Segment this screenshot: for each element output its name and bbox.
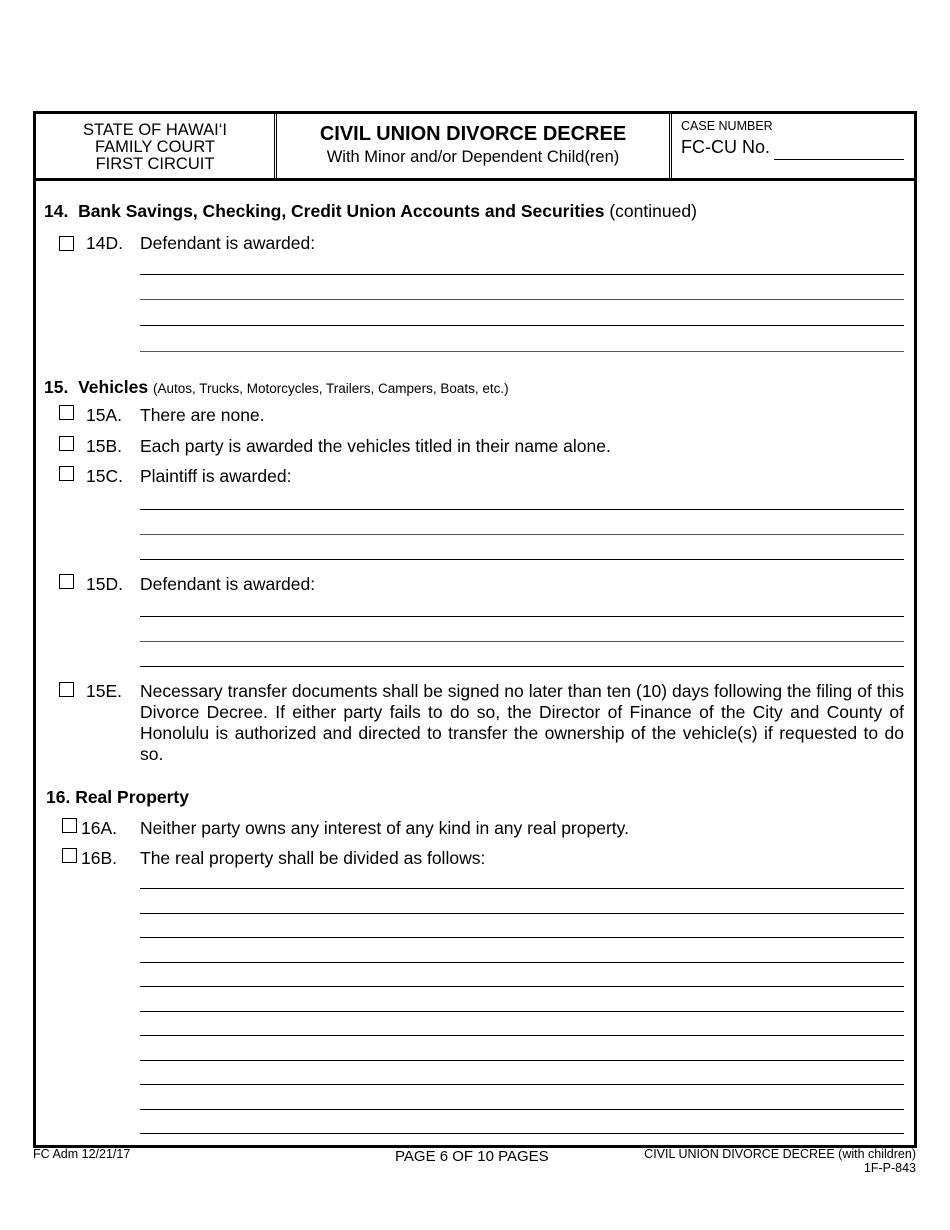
court-name: FAMILY COURT <box>94 138 216 156</box>
court-state: STATE OF HAWAI‘I <box>83 121 227 139</box>
item-16b-text: The real property shall be divided as follows: <box>140 848 486 868</box>
line-15d-1[interactable] <box>140 616 904 617</box>
line-14d-4[interactable] <box>140 351 904 352</box>
item-14d-number: 14D. <box>86 233 123 253</box>
footer-form-code: 1F-P-843 <box>863 1161 916 1175</box>
line-16b-3[interactable] <box>140 937 904 938</box>
line-15c-1[interactable] <box>140 509 904 510</box>
item-14d-text: Defendant is awarded: <box>140 233 316 253</box>
item-15a-text: There are none. <box>140 405 265 425</box>
checkbox-16b[interactable] <box>62 848 77 863</box>
item-16a-number: 16A. <box>81 818 117 838</box>
line-14d-2[interactable] <box>140 299 904 300</box>
case-number-field[interactable] <box>774 135 904 160</box>
form-title: CIVIL UNION DIVORCE DECREE <box>319 123 627 145</box>
line-16b-2[interactable] <box>140 913 904 914</box>
court-identifier <box>36 114 274 178</box>
section-14-heading: 14. Bank Savings, Checking, Credit Union Accounts and Securities (continued) <box>44 201 697 221</box>
line-16b-10[interactable] <box>140 1109 904 1110</box>
line-15c-3[interactable] <box>140 559 904 560</box>
line-16b-9[interactable] <box>140 1084 904 1085</box>
item-15b-text: Each party is awarded the vehicles titled in their name alone. <box>140 436 611 456</box>
case-number-block <box>672 114 914 178</box>
line-16b-4[interactable] <box>140 962 904 963</box>
line-15d-2[interactable] <box>140 641 904 642</box>
section-14-title: Bank Savings, Checking, Credit Union Accounts and Securities <box>78 201 605 221</box>
item-16a-text: Neither party owns any interest of any kind in any real property. <box>140 818 629 838</box>
form-frame <box>33 111 917 1148</box>
item-15b-number: 15B. <box>86 436 122 456</box>
line-15c-2[interactable] <box>140 534 904 535</box>
line-16b-7[interactable] <box>140 1035 904 1036</box>
item-15a-number: 15A. <box>86 405 122 425</box>
item-15e-text: Necessary transfer documents shall be signed no later than ten (10) days following the filing of this Divorce Decree. If either party fails to do so, the Director of Finance of the City and County of Honolulu is authorized and directed to transfer the ownership of the vehicle(s) if requested to do so. <box>140 681 904 764</box>
section-15-title: Vehicles <box>78 377 149 397</box>
item-15d-number: 15D. <box>86 574 123 594</box>
checkbox-14d[interactable] <box>59 236 74 251</box>
form-header <box>36 114 914 181</box>
line-16b-8[interactable] <box>140 1060 904 1061</box>
checkbox-15b[interactable] <box>59 436 74 451</box>
line-14d-1[interactable] <box>140 274 904 275</box>
line-16b-11[interactable] <box>140 1133 904 1134</box>
checkbox-15c[interactable] <box>59 466 74 481</box>
form-subtitle: With Minor and/or Dependent Child(ren) <box>326 148 620 166</box>
section-15-note: (Autos, Trucks, Motorcycles, Trailers, Campers, Boats, etc.) <box>153 381 509 396</box>
item-16b-number: 16B. <box>81 848 117 868</box>
item-15c-text: Plaintiff is awarded: <box>140 466 292 486</box>
footer-form-title: CIVIL UNION DIVORCE DECREE (with children) <box>644 1147 916 1161</box>
line-14d-3[interactable] <box>140 325 904 326</box>
item-15d-text: Defendant is awarded: <box>140 574 316 594</box>
line-16b-1[interactable] <box>140 888 904 889</box>
section-16-heading: 16. Real Property <box>46 787 189 807</box>
item-15e-number: 15E. <box>86 681 122 701</box>
line-16b-6[interactable] <box>140 1011 904 1012</box>
form-title-block <box>274 114 672 178</box>
line-16b-5[interactable] <box>140 986 904 987</box>
section-14-suffix: (continued) <box>609 201 697 221</box>
checkbox-15e[interactable] <box>59 682 74 697</box>
checkbox-16a[interactable] <box>62 818 77 833</box>
checkbox-15d[interactable] <box>59 574 74 589</box>
footer-form-date: FC Adm 12/21/17 <box>33 1147 131 1161</box>
case-prefix: FC-CU No. <box>681 137 770 157</box>
court-circuit: FIRST CIRCUIT <box>95 155 215 173</box>
section-15-heading: 15. Vehicles (Autos, Trucks, Motorcycles, Trailers, Campers, Boats, etc.) <box>44 377 509 397</box>
footer-page-number: PAGE 6 OF 10 PAGES <box>395 1148 549 1165</box>
checkbox-15a[interactable] <box>59 405 74 420</box>
line-15d-3[interactable] <box>140 666 904 667</box>
case-number-label: CASE NUMBER <box>681 119 773 133</box>
item-15c-number: 15C. <box>86 466 123 486</box>
